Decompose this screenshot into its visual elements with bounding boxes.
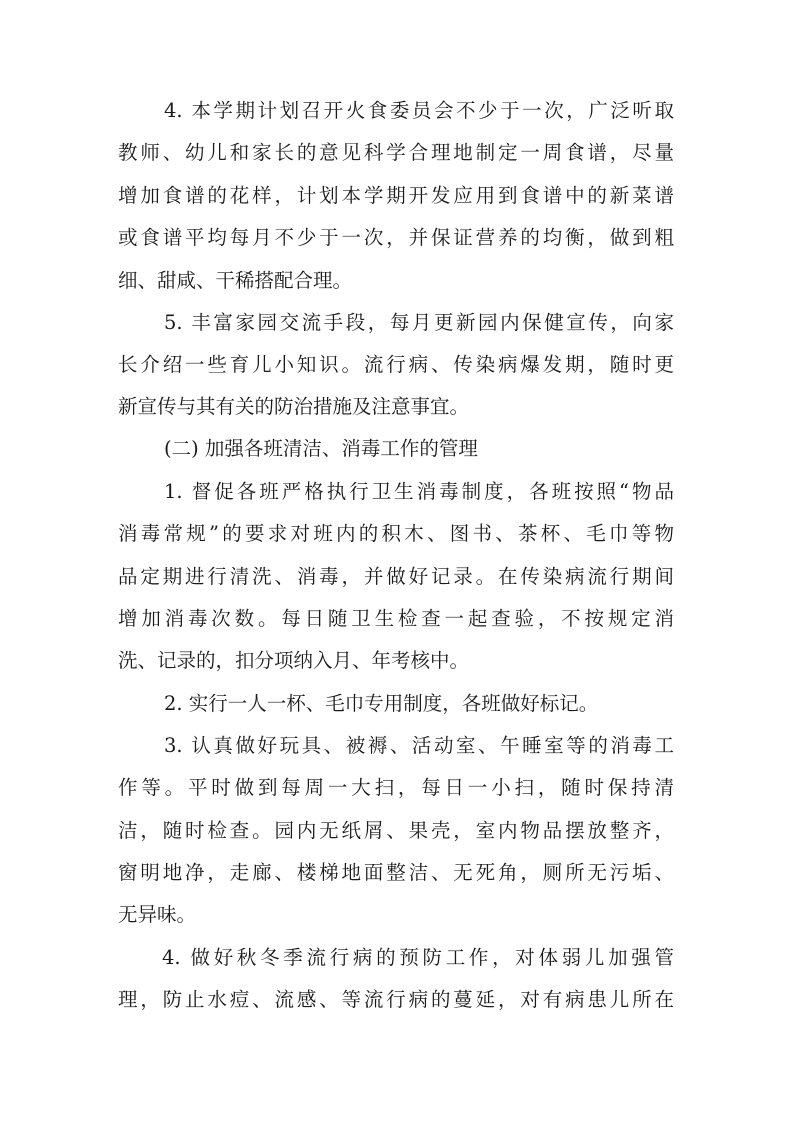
item-1-line-2: 消毒常规”的要求对班内的积木、图书、茶杯、毛巾等物 — [118, 522, 674, 545]
item-3-line-4: 窗明地净，走廊、楼梯地面整洁、无死角，厕所无污垢、 — [118, 861, 674, 884]
item-3-line-5: 无异味。 — [118, 903, 197, 926]
paragraph-5-line-2: 长介绍一些育儿小知识。流行病、传染病爆发期，随时更 — [118, 353, 674, 376]
item-1-line-1: 1. 督促各班严格执行卫生消毒制度，各班按照“物品 — [164, 480, 674, 503]
paragraph-4-line-5: 细、甜咸、干稀搭配合理。 — [118, 269, 353, 292]
paragraph-4-line-2: 教师、幼儿和家长的意见科学合理地制定一周食谱，尽量 — [118, 141, 674, 164]
item-1-line-4: 增加消毒次数。每日随卫生检查一起查验，不按规定消 — [118, 607, 674, 630]
item-3-line-3: 洁，随时检查。园内无纸屑、果壳，室内物品摆放整齐， — [118, 819, 674, 842]
item-1-line-3: 品定期进行清洗、消毒，并做好记录。在传染病流行期间 — [118, 565, 674, 588]
paragraph-5-line-1: 5. 丰富家园交流手段，每月更新园内保健宣传，向家 — [164, 311, 674, 334]
item-3-line-2: 作等。平时做到每周一大扫，每日一小扫，随时保持清 — [118, 776, 674, 799]
section-heading: (二) 加强各班清洁、消毒工作的管理 — [164, 437, 478, 460]
item-3-line-1: 3. 认真做好玩具、被褥、活动室、午睡室等的消毒工 — [164, 734, 674, 757]
paragraph-4-line-4: 或食谱平均每月不少于一次，并保证营养的均衡，做到粗 — [118, 226, 674, 249]
item-4-line-1: 4. 做好秋冬季流行病的预防工作，对体弱儿加强管 — [162, 946, 674, 969]
paragraph-5-line-3: 新宣传与其有关的防治措施及注意事宜。 — [118, 395, 470, 418]
paragraph-4-line-1: 4. 本学期计划召开火食委员会不少于一次，广泛听取 — [164, 99, 674, 122]
paragraph-4-line-3: 增加食谱的花样，计划本学期开发应用到食谱中的新菜谱 — [118, 184, 674, 207]
item-4-line-2: 理，防止水痘、流感、等流行病的蔓延，对有病患儿所在 — [118, 988, 674, 1011]
item-2-line-1: 2. 实行一人一杯、毛巾专用制度，各班做好标记。 — [164, 692, 599, 715]
item-1-line-5: 洗、记录的，扣分项纳入月、年考核中。 — [118, 649, 470, 672]
